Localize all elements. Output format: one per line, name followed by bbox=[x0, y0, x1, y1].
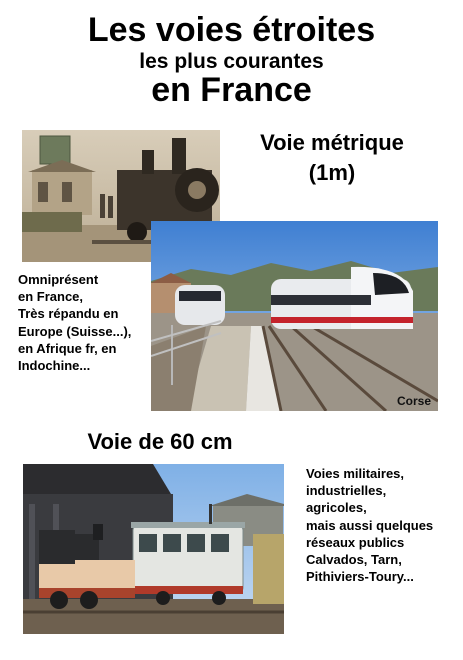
description-line: en Afrique fr, en bbox=[18, 340, 117, 356]
description-line: Europe (Suisse...), bbox=[18, 323, 132, 339]
narrow-gauge-heading: Voie de 60 cm bbox=[87, 429, 233, 454]
metric-gauge-description bbox=[18, 271, 153, 374]
description-line: Calvados, Tarn, bbox=[306, 552, 402, 568]
metric-heading-line-2: (1m) bbox=[308, 160, 356, 185]
description-line: Voies militaires, bbox=[306, 466, 405, 481]
page-title-line-3: en France bbox=[151, 71, 312, 109]
description-line: industrielles, bbox=[306, 483, 387, 499]
description-line: Pithiviers-Toury... bbox=[306, 569, 414, 585]
narrow-gauge-description bbox=[306, 465, 461, 585]
description-line: en France, bbox=[18, 289, 84, 305]
description-line: agricoles, bbox=[306, 500, 367, 516]
description-line: réseaux publics bbox=[306, 534, 405, 550]
description-line: Omniprésent bbox=[18, 272, 99, 287]
description-line: Indochine... bbox=[18, 358, 91, 374]
description-line: Très répandu en bbox=[18, 306, 119, 322]
narrow-gauge-locomotive-photo bbox=[23, 464, 284, 634]
metric-gauge-heading bbox=[242, 128, 422, 188]
description-line: mais aussi quelques bbox=[306, 517, 434, 533]
metric-heading-line-1: Voie métrique bbox=[260, 130, 404, 155]
page-title-line-2: les plus courantes bbox=[139, 50, 324, 73]
page-title-line-1: Les voies étroites bbox=[87, 11, 376, 49]
photo-caption: Corse bbox=[396, 394, 431, 408]
corsica-railcar-photo bbox=[151, 221, 438, 411]
